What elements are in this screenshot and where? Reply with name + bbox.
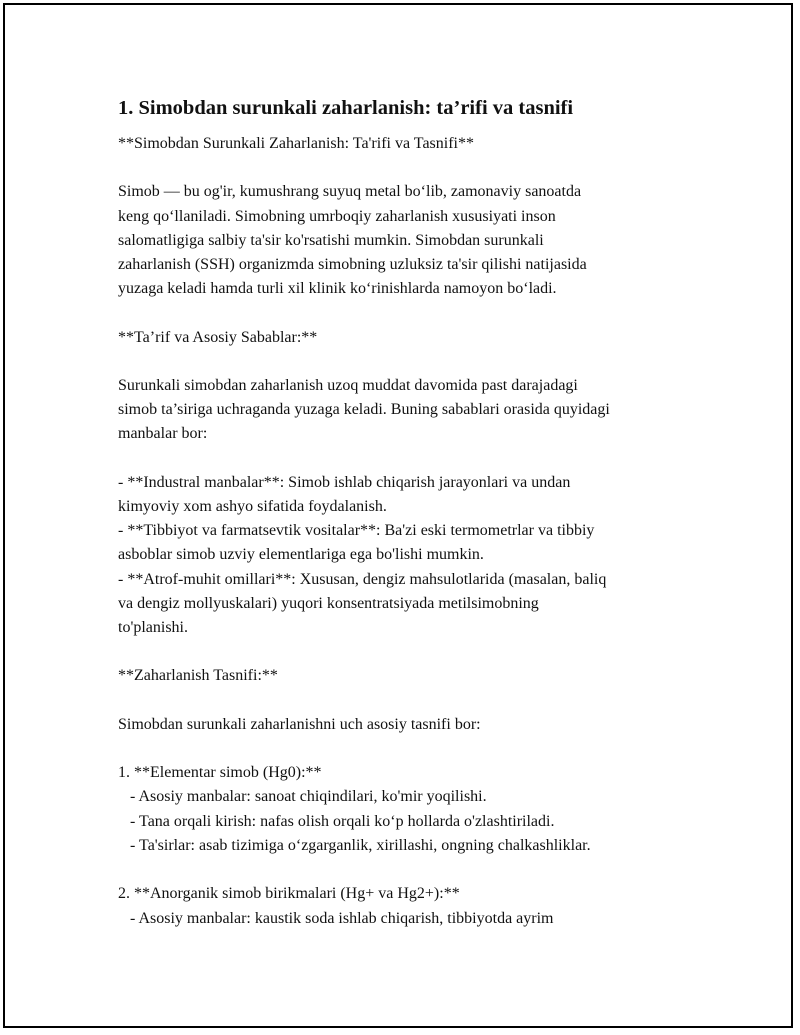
document-title: 1. Simobdan surunkali zaharlanish: ta’rifi va tasnifi [118, 97, 574, 119]
document-body [118, 94, 708, 931]
document-text: **Simobdan Surunkali Zaharlanish: Ta'rifi va Tasnifi** Simob — bu og'ir, kumushrang suyuq metal bo‘lib, zamonaviy sanoatda keng qo‘llaniladi. Simobning umrboqiy zaharlanish xususiyati inson salomatligiga salbiy ta'sir ko'rsatishi mumkin. Simobdan surunkali zaharlanish (SSH) organizmda simobning uzluksiz ta'sir qilishi natijasida yuzaga keladi hamda turli xil klinik ko‘rinishlarda namoyon bo‘ladi. **Ta’rif va Asosiy Sabablar:** Surunkali simobdan zaharlanish uzoq muddat davomida past darajadagi simob ta’siriga uchraganda yuzaga keladi. Buning sabablari orasida quyidagi manbalar bor: - **Industral manbalar**: Simob ishlab chiqarish jarayonlari va undan kimyoviy xom ashyo sifatida foydalanish. - **Tibbiyot va farmatsevtik vositalar**: Ba'zi eski termometrlar va tibbiy asboblar simob uzviy elementlariga ega bo'lishi mumkin. - **Atrof-muhit omillari**: Xususan, dengiz mahsulotlarida (masalan, baliq va dengiz mollyuskalari) yuqori konsentratsiyada metilsimobning to'planishi. **Zaharlanish Tasnifi:** Simobdan surunkali zaharlanishni uch asosiy tasnifi bor: 1. **Elementar simob (Hg0):** - Asosiy manbalar: sanoat chiqindilari, ko'mir yoqilishi. - Tana orqali kirish: nafas olish orqali ko‘p hollarda o'zlashtiriladi. - Ta'sirlar: asab tizimiga o‘zgarganlik, xirillashi, ongning chalkashliklar. 2. **Anorganik simob birikmalari (Hg+ va Hg2+):** - Asosiy manbalar: kaustik soda ishlab chiqarish, tibbiyotda ayrim [118, 135, 610, 927]
